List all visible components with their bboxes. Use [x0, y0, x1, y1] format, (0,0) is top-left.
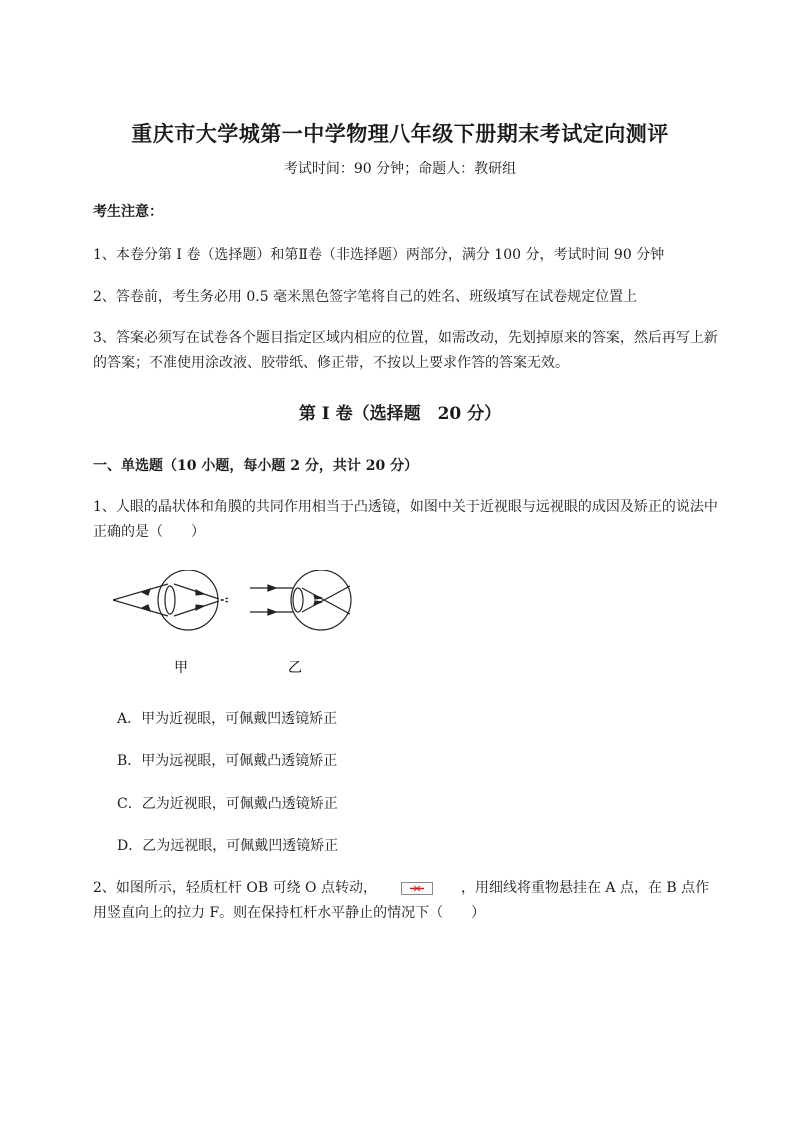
eye-diagram-yi	[250, 570, 351, 630]
figure-label-jia: 甲	[174, 660, 188, 676]
notice-item-3: 3、答案必须写在试卷各个题目指定区域内相应的位置，如需改动，先划掉原来的答案，然后再写上新的答案；不准使用涂改液、胶带纸、修正带，不按以上要求作答的答案无效。	[93, 330, 718, 371]
notice-item-1: 1、本卷分第 I 卷（选择题）和第Ⅱ卷（非选择题）两部分，满分 100 分，考试时间 90 分钟	[93, 247, 665, 263]
page-title: 重庆市大学城第一中学物理八年级下册期末考试定向测评	[131, 121, 669, 146]
question-2-stem-end: ，用细线将重物悬挂在 A 点，在 B 点作用竖直向上的拉力 F。则在保持杠杆水平静止的情况下（ ）	[93, 880, 710, 921]
question-1-stem: 1、人眼的晶状体和角膜的共同作用相当于凸透镜，如图中关于近视眼与远视眼的成因及矫正的说法中正确的是（ ）	[93, 499, 718, 540]
question-1-option-b: B．甲为远视眼，可佩戴凸透镜矫正	[117, 753, 338, 769]
question-2-stem-start: 2、如图所示，轻质杠杆 OB 可绕 O 点转动，	[93, 880, 377, 896]
notice-item-2: 2、答卷前，考生务必用 0.5 毫米黑色签字笔将自己的姓名、班级填写在试卷规定位置上	[93, 289, 638, 305]
figure-label-yi: 乙	[288, 660, 302, 676]
eye-diagram-figure	[108, 570, 368, 688]
question-1-option-a: A．甲为近视眼，可佩戴凹透镜矫正	[117, 711, 338, 727]
page-subtitle: 考试时间：90 分钟；命题人：教研组	[283, 161, 517, 177]
question-1-option-c: C．乙为近视眼，可佩戴凸透镜矫正	[117, 796, 338, 812]
lever-diagram-thumbnail	[401, 882, 433, 895]
question-2-stem	[93, 876, 723, 926]
notice-heading: 考生注意：	[93, 204, 163, 220]
question-1-option-d: D．乙为远视眼，可佩戴凹透镜矫正	[117, 838, 339, 854]
section-title: 第 I 卷（选择题 20 分）	[298, 404, 502, 424]
eye-diagram-jia	[113, 570, 228, 630]
part-heading: 一、单选题（10 小题，每小题 2 分，共计 20 分）	[93, 458, 419, 474]
